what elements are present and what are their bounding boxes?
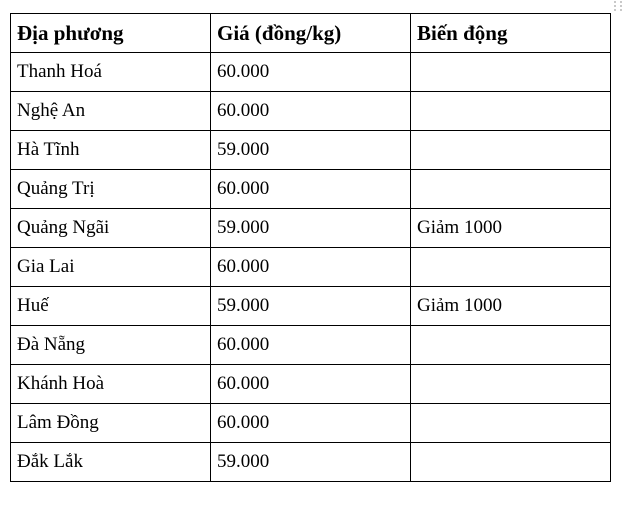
cell-region: Nghệ An — [11, 92, 211, 131]
cell-region: Lâm Đồng — [11, 404, 211, 443]
cell-price: 60.000 — [211, 53, 411, 92]
table-row — [11, 326, 611, 365]
cell-price: 59.000 — [211, 131, 411, 170]
cell-region: Huế — [11, 287, 211, 326]
price-table-container — [10, 13, 611, 482]
table-row — [11, 248, 611, 287]
cell-price: 60.000 — [211, 326, 411, 365]
table-row — [11, 404, 611, 443]
table-header-row — [11, 14, 611, 53]
cell-change — [411, 404, 611, 443]
cell-change — [411, 170, 611, 209]
header-change: Biến động — [411, 14, 611, 53]
table-row — [11, 209, 611, 248]
cell-price: 60.000 — [211, 170, 411, 209]
cell-region: Khánh Hoà — [11, 365, 211, 404]
drag-handle-icon[interactable] — [612, 0, 624, 12]
table-row — [11, 170, 611, 209]
cell-price: 60.000 — [211, 92, 411, 131]
cell-change — [411, 53, 611, 92]
table-row — [11, 92, 611, 131]
cell-price: 59.000 — [211, 287, 411, 326]
cell-region: Quảng Ngãi — [11, 209, 211, 248]
table-row — [11, 131, 611, 170]
cell-region: Hà Tĩnh — [11, 131, 211, 170]
cell-price: 59.000 — [211, 209, 411, 248]
price-table — [10, 13, 611, 482]
cell-change — [411, 92, 611, 131]
cell-change — [411, 131, 611, 170]
cell-price: 60.000 — [211, 404, 411, 443]
cell-region: Thanh Hoá — [11, 53, 211, 92]
cell-change: Giảm 1000 — [411, 209, 611, 248]
cell-price: 59.000 — [211, 443, 411, 482]
cell-change: Giảm 1000 — [411, 287, 611, 326]
cell-region: Gia Lai — [11, 248, 211, 287]
cell-region: Quảng Trị — [11, 170, 211, 209]
table-row — [11, 287, 611, 326]
cell-price: 60.000 — [211, 365, 411, 404]
cell-change — [411, 365, 611, 404]
header-region: Địa phương — [11, 14, 211, 53]
cell-region: Đà Nẵng — [11, 326, 211, 365]
table-row — [11, 365, 611, 404]
cell-change — [411, 443, 611, 482]
cell-change — [411, 248, 611, 287]
cell-region: Đắk Lắk — [11, 443, 211, 482]
table-row — [11, 53, 611, 92]
header-price: Giá (đồng/kg) — [211, 14, 411, 53]
cell-change — [411, 326, 611, 365]
table-row — [11, 443, 611, 482]
cell-price: 60.000 — [211, 248, 411, 287]
